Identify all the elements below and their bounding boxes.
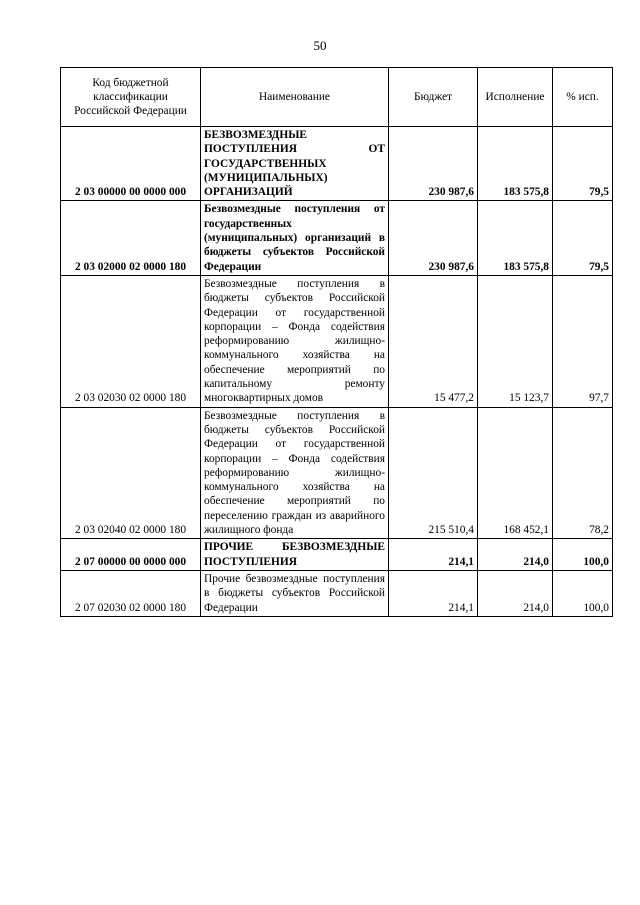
row-budget: 214,1 [389,570,478,616]
row-percent: 79,5 [553,127,613,201]
table-row [61,407,613,539]
row-name: Безвозмездные поступления в бюджеты субъектов Российской Федерации от государственной корпорации – Фонда содействия реформированию жилищно-коммунального хозяйства на обеспечение мероприятий по переселению граждан из аварийного жилищного фонда [201,407,389,539]
table-row [61,570,613,616]
row-code: 2 03 00000 00 0000 000 [61,127,201,201]
row-code: 2 03 02000 02 0000 180 [61,201,201,275]
row-code: 2 07 02030 02 0000 180 [61,570,201,616]
row-budget: 230 987,6 [389,127,478,201]
row-percent: 100,0 [553,570,613,616]
row-budget: 214,1 [389,539,478,571]
row-execution: 168 452,1 [478,407,553,539]
row-execution: 214,0 [478,539,553,571]
table-row [61,127,613,201]
header-execution: Исполнение [478,68,553,127]
table-row [61,201,613,275]
row-code: 2 03 02040 02 0000 180 [61,407,201,539]
row-execution: 183 575,8 [478,201,553,275]
row-name: Прочие безвозмездные поступления в бюджеты субъектов Российской Федерации [201,570,389,616]
row-budget: 15 477,2 [389,275,478,407]
row-code: 2 03 02030 02 0000 180 [61,275,201,407]
row-percent: 78,2 [553,407,613,539]
row-budget: 215 510,4 [389,407,478,539]
header-percent: % исп. [553,68,613,127]
table-header-row [61,68,613,127]
table-row [61,539,613,571]
row-execution: 183 575,8 [478,127,553,201]
header-budget: Бюджет [389,68,478,127]
table-row [61,275,613,407]
row-execution: 214,0 [478,570,553,616]
row-name: ПРОЧИЕ БЕЗВОЗМЕЗДНЫЕ ПОСТУПЛЕНИЯ [201,539,389,571]
row-name: Безвозмездные поступления в бюджеты субъектов Российской Федерации от государственной корпорации – Фонда содействия реформированию жилищно-коммунального хозяйства на обеспечение мероприятий по капитальному ремонту многоквартирных домов [201,275,389,407]
header-name: Наименование [201,68,389,127]
header-code: Код бюджетной классификации Российской Федерации [61,68,201,127]
row-name: Безвозмездные поступления от государственных (муниципальных) организаций в бюджеты субъектов Российской Федерации [201,201,389,275]
row-budget: 230 987,6 [389,201,478,275]
row-percent: 79,5 [553,201,613,275]
budget-execution-table [60,67,613,617]
row-name: БЕЗВОЗМЕЗДНЫЕ ПОСТУПЛЕНИЯ ОТ ГОСУДАРСТВЕННЫХ (МУНИЦИПАЛЬНЫХ) ОРГАНИЗАЦИЙ [201,127,389,201]
row-execution: 15 123,7 [478,275,553,407]
row-percent: 97,7 [553,275,613,407]
page-number: 50 [313,38,327,53]
row-code: 2 07 00000 00 0000 000 [61,539,201,571]
row-percent: 100,0 [553,539,613,571]
